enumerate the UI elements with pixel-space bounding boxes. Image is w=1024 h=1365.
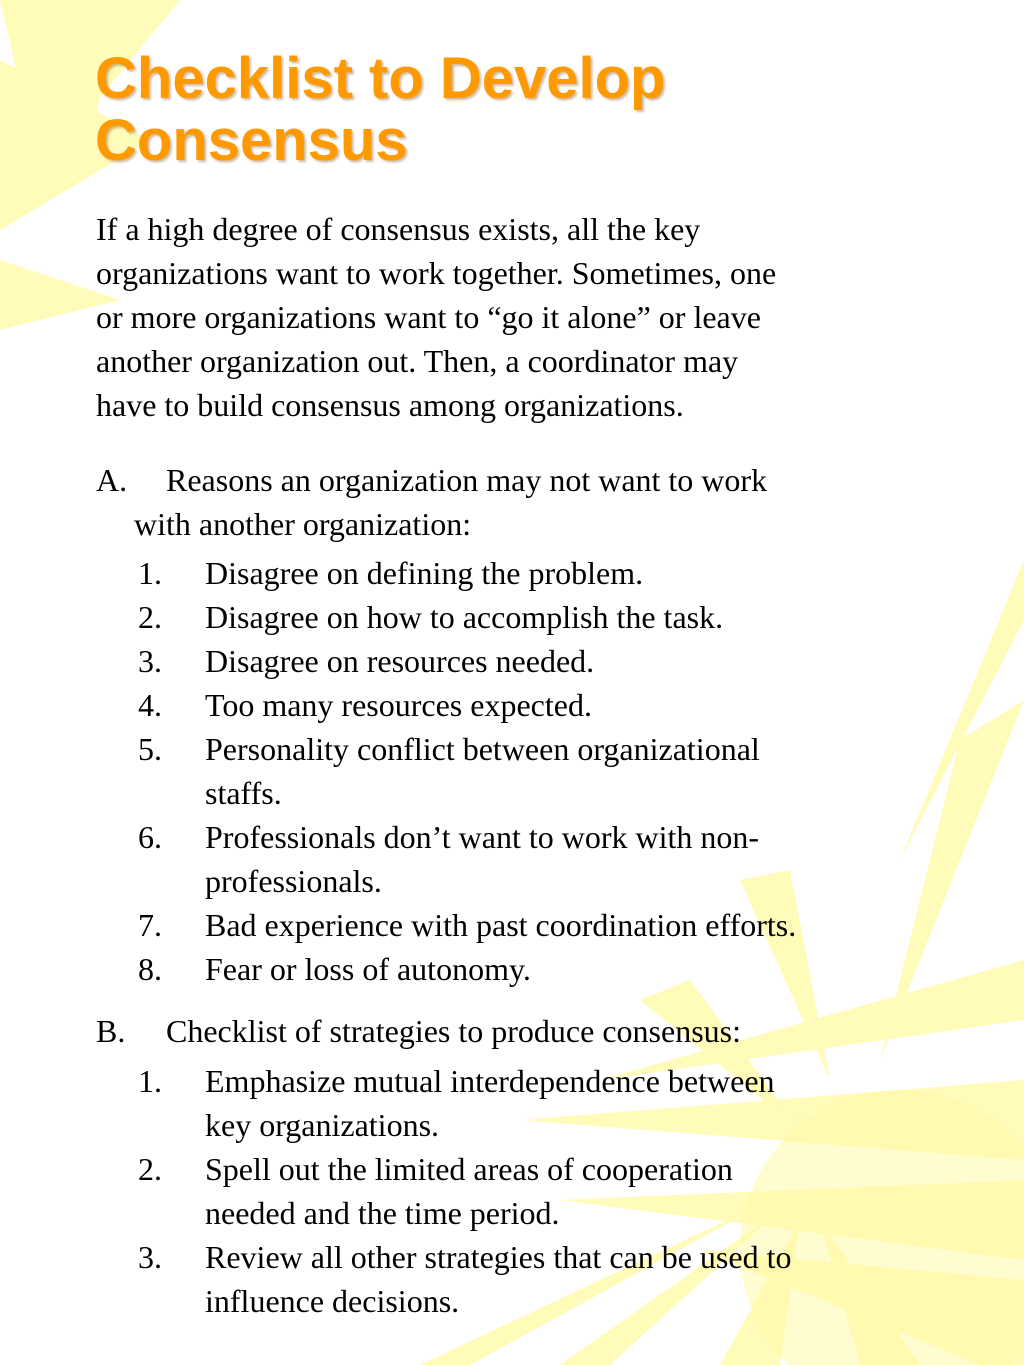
- item-number: 3.: [138, 1239, 162, 1275]
- item-number: 1.: [138, 1063, 162, 1099]
- title-line-1: Checklist to Develop: [95, 46, 666, 111]
- item-number: 1.: [138, 555, 162, 591]
- item-text: key organizations.: [205, 1107, 440, 1143]
- item-text: Emphasize mutual interdependence between: [205, 1063, 775, 1099]
- list-item: [138, 815, 796, 903]
- intro-line: If a high degree of consensus exists, all the key: [96, 211, 701, 247]
- list-item: [138, 1059, 791, 1147]
- intro-paragraph: [96, 207, 956, 427]
- item-number: 2.: [138, 1151, 162, 1187]
- item-text: Spell out the limited areas of cooperation: [205, 1151, 733, 1187]
- section-b-heading: [96, 1009, 741, 1053]
- item-text: staffs.: [205, 775, 282, 811]
- list-item: [138, 1147, 791, 1235]
- list-item: [138, 1235, 791, 1323]
- section-b-list: [138, 1059, 791, 1323]
- item-number: 3.: [138, 643, 162, 679]
- title-line-2: Consensus: [95, 108, 408, 173]
- item-number: 6.: [138, 819, 162, 855]
- list-item: [138, 551, 796, 595]
- section-a-heading-line-2: with another organization:: [134, 506, 472, 542]
- list-item: [138, 903, 796, 947]
- item-text: Fear or loss of autonomy.: [205, 951, 531, 987]
- intro-line: or more organizations want to “go it alone” or leave: [96, 299, 761, 335]
- slide-title: [95, 48, 975, 172]
- item-text: Too many resources expected.: [205, 687, 592, 723]
- list-item: [138, 947, 796, 991]
- item-text: Professionals don’t want to work with non-: [205, 819, 760, 855]
- item-number: 4.: [138, 687, 162, 723]
- section-a-heading: [96, 458, 767, 546]
- intro-line: organizations want to work together. Sometimes, one: [96, 255, 777, 291]
- item-text: needed and the time period.: [205, 1195, 560, 1231]
- item-text: Review all other strategies that can be used to: [205, 1239, 792, 1275]
- item-number: 2.: [138, 599, 162, 635]
- intro-line: have to build consensus among organizations.: [96, 387, 684, 423]
- section-b-heading-line-1: Checklist of strategies to produce consensus:: [166, 1013, 741, 1049]
- list-item: [138, 595, 796, 639]
- list-item: [138, 727, 796, 815]
- item-text: Disagree on how to accomplish the task.: [205, 599, 724, 635]
- section-a-heading-line-1: Reasons an organization may not want to work: [166, 462, 768, 498]
- list-item: [138, 683, 796, 727]
- item-text: professionals.: [205, 863, 382, 899]
- section-a-letter: A.: [96, 462, 128, 498]
- intro-line: another organization out. Then, a coordinator may: [96, 343, 739, 379]
- item-text: influence decisions.: [205, 1283, 460, 1319]
- item-text: Personality conflict between organizational: [205, 731, 760, 767]
- item-text: Disagree on resources needed.: [205, 643, 595, 679]
- section-a-list: [138, 551, 796, 991]
- list-item: [138, 639, 796, 683]
- item-number: 7.: [138, 907, 162, 943]
- item-text: Bad experience with past coordination efforts.: [205, 907, 797, 943]
- item-number: 8.: [138, 951, 162, 987]
- section-b-letter: B.: [96, 1013, 126, 1049]
- item-text: Disagree on defining the problem.: [205, 555, 644, 591]
- item-number: 5.: [138, 731, 162, 767]
